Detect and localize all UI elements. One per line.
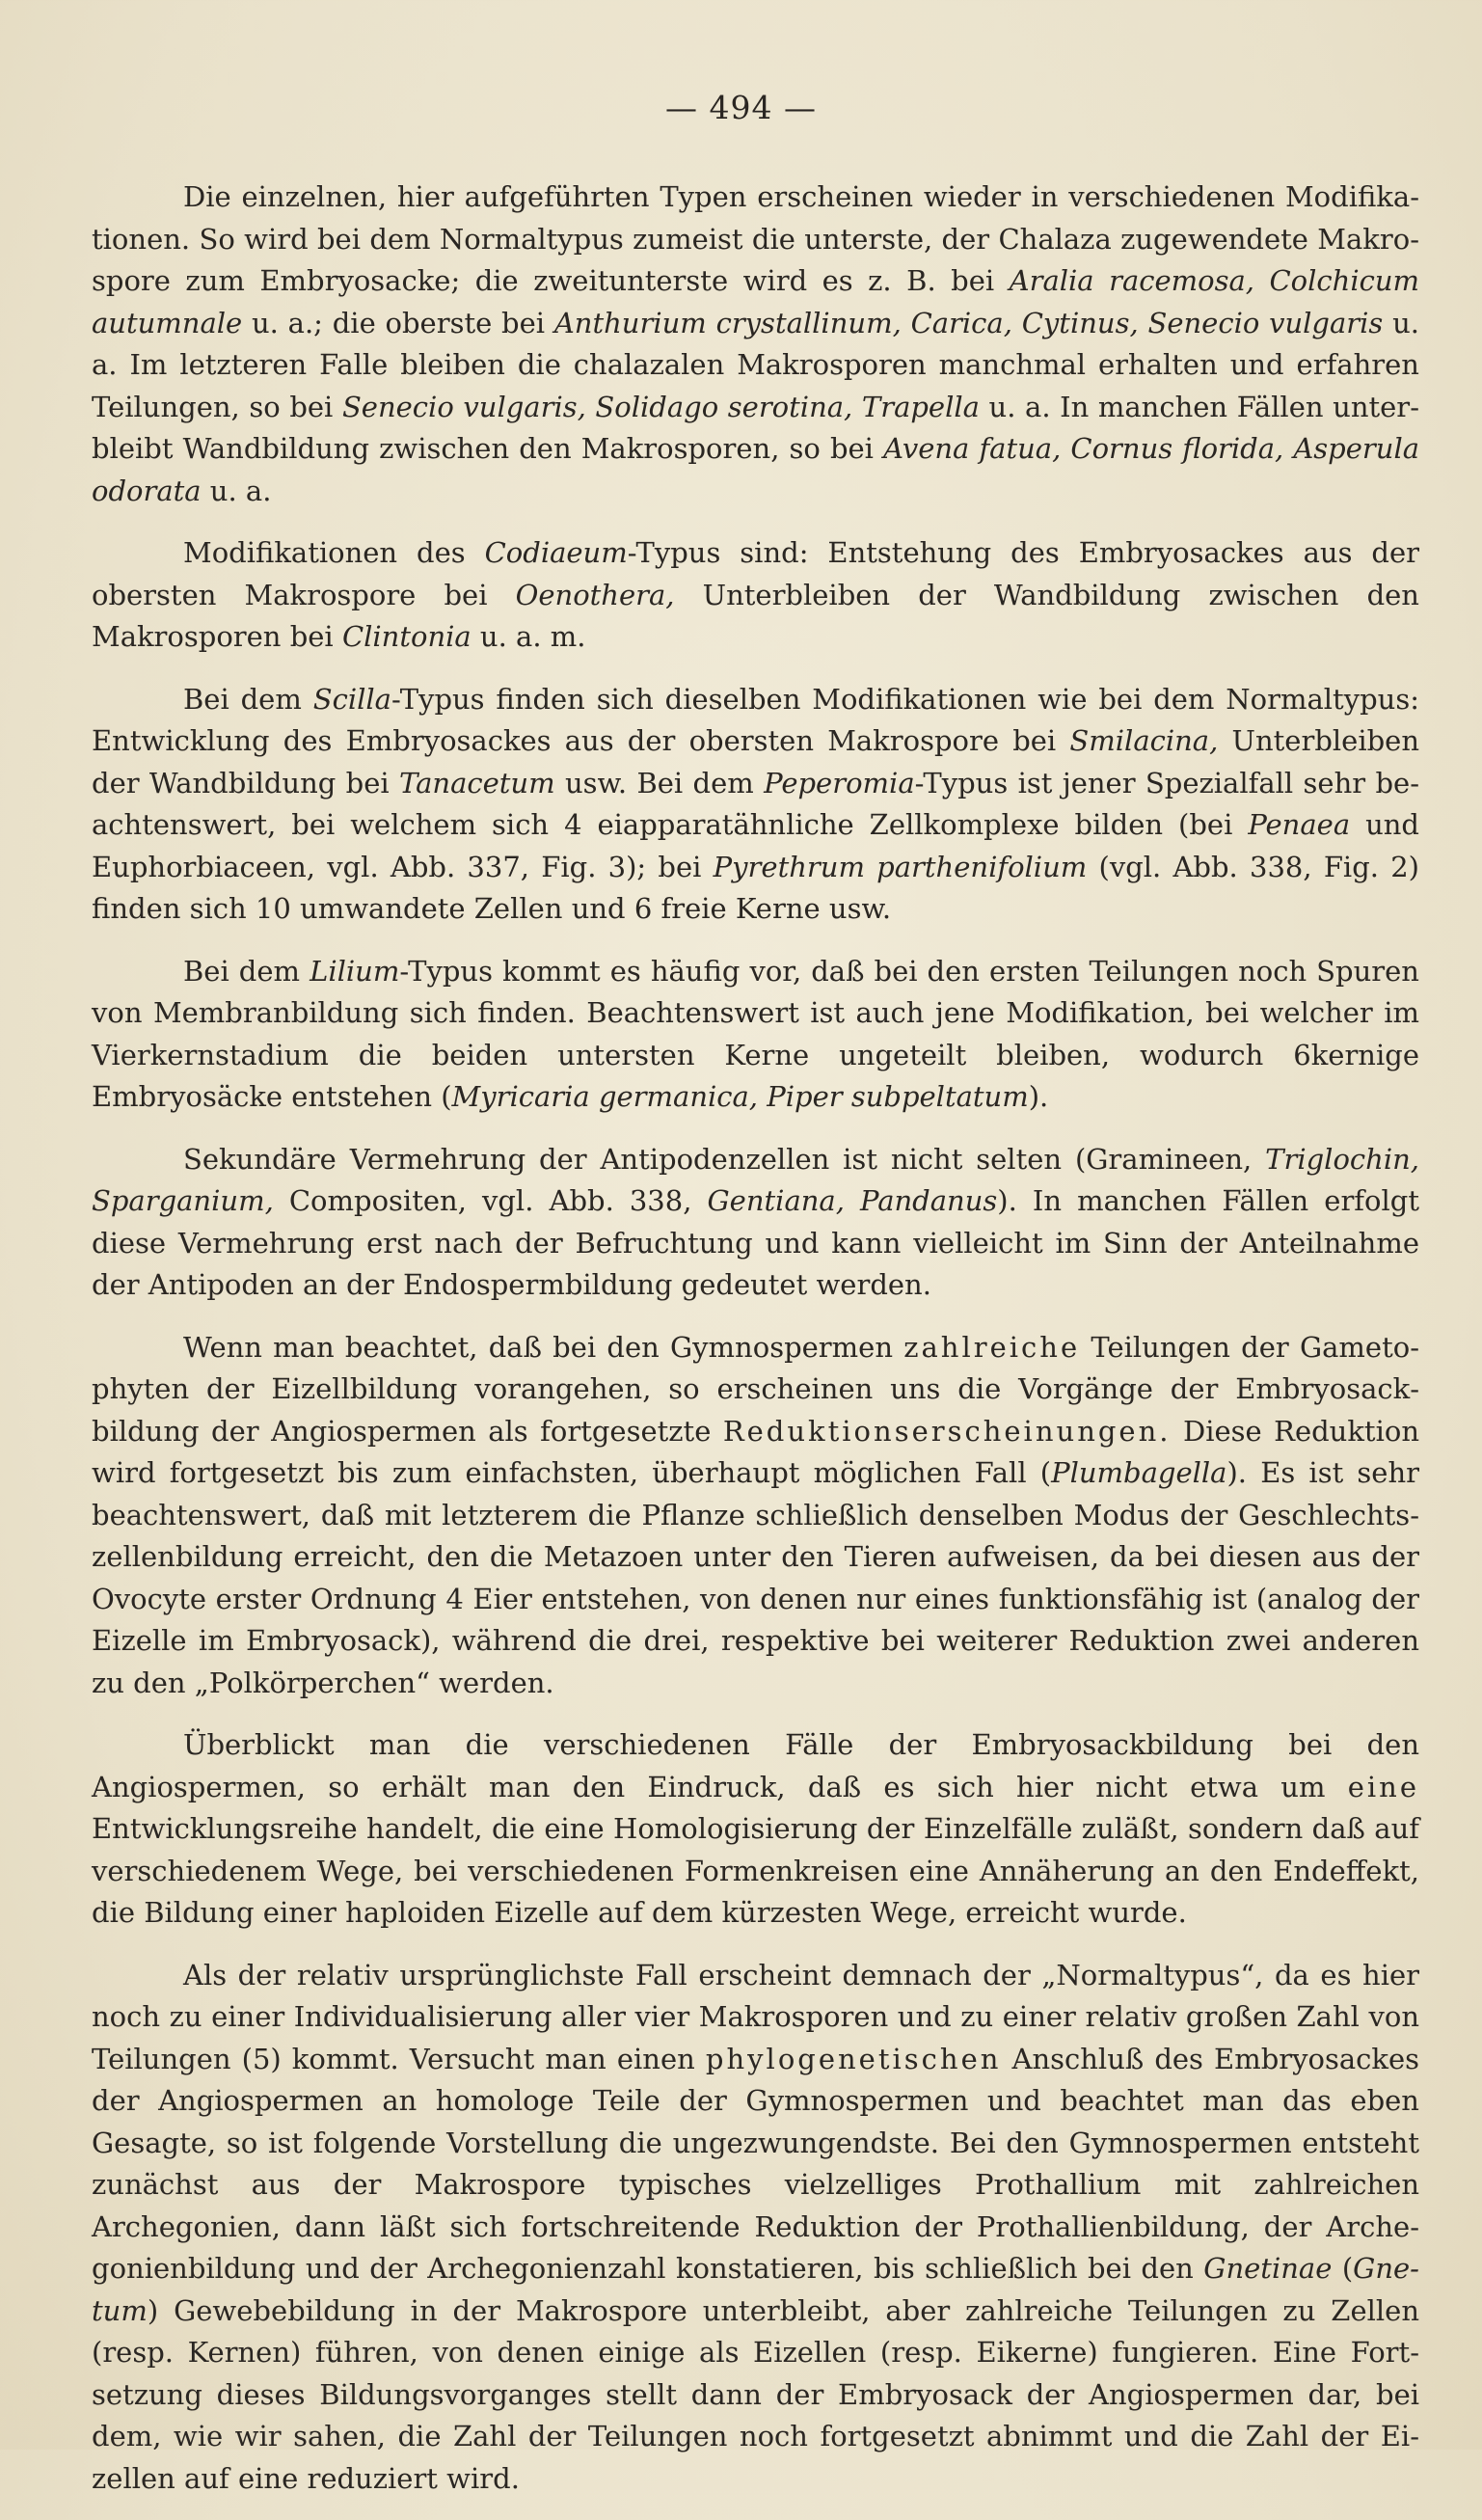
text-run: u. a. In manchen Fällen unterbleibt Wandbildung zwischen den Makrosporen, so bei — [92, 390, 1419, 465]
text-run: Bei dem — [183, 682, 313, 716]
paragraph — [92, 679, 1419, 931]
body-text — [92, 176, 1419, 2520]
italic-term: Scilla — [312, 682, 391, 716]
text-run: (vgl. Abb. 338, Fig. 2) finden sich 10 umwandete Zellen und 6 freie Kerne usw. — [92, 850, 1419, 925]
text-run: Anschluß des Embryosackes der Angiospermen an homologe Teile der Gymnospermen und beachtet man das eben Gesagte, so ist folgende Vorstellung die ungezwungendste. Bei den Gymnospermen entsteht zunächst aus der Makrospore typisches vielzelliges Prothallium mit zahlreichen Archegonien, dann läßt sich fortschreitende Reduktion der Prothallienbildung, der Archegonienbildung und der Archegonienzahl konstatieren, bis schließlich bei den — [92, 2042, 1419, 2285]
page-number: — 494 — — [665, 89, 817, 126]
text-run: Teilungen der Gametophyten der Eizellbildung vorangehen, so erscheinen uns die Vorgänge der Embryosackbildung der Angiospermen als fortgesetzte — [92, 1330, 1419, 1448]
text-run: ). In manchen Fällen erfolgt diese Vermehrung erst nach der Befruchtung und kann vielleicht im Sinn der Anteilnahme der Antipoden an der Endospermbildung gedeutet werden. — [92, 1184, 1419, 1301]
spaced-emphasis: zahlreiche — [903, 1330, 1081, 1364]
spaced-emphasis: eine — [1347, 1770, 1419, 1803]
text-run: Überblickt man die verschiedenen Fälle der Embryosackbildung bei den Angiospermen, so erhält man den Eindruck, daß es sich hier nicht etwa um — [92, 1728, 1419, 1803]
text-run: ( — [1332, 2252, 1354, 2285]
italic-term: Aralia racemosa, Colchicum autumnale — [92, 264, 1420, 339]
text-run: u. a. m. — [471, 620, 586, 653]
text-run: -Typus ist jener Spezialfall sehr beachtenswert, bei welchem sich 4 eiapparatähnliche Zellkomplexe bilden (bei — [92, 766, 1419, 841]
text-run: ). Es ist sehr beachtenswert, daß mit letzterem die Pflanze schließlich denselben Modus der Geschlechtszellenbildung erreicht, den die Metazoen unter den Tieren aufweisen, da bei diesen aus der Ovocyte erster Ordnung 4 Eier entstehen, von denen nur eines funktionsfähig ist (analog der Eizelle im Embryosack), während die drei, respektive bei weiterer Reduktion zwei anderen zu den „Polkörperchen“ werden. — [92, 1456, 1419, 1699]
italic-term: Avena fatua, Cornus florida, Asperula odorata — [92, 432, 1420, 507]
text-run: Sekundäre Vermehrung der Antipodenzellen ist nicht selten (Gramineen, — [183, 1142, 1266, 1176]
text-run: ). — [1028, 1080, 1049, 1113]
italic-term: Gnetum — [92, 2252, 1419, 2327]
spaced-emphasis: Reduktionserscheinungen. — [722, 1414, 1172, 1448]
text-run: ) Gewebebildung in der Makrospore unterbleibt, aber zahlreiche Teilungen zu Zellen (resp. Kernen) führen, von denen einige als Eizellen (resp. Eikerne) fungieren. Eine Fortsetzung dieses Bildungsvorganges stellt dann der Embryosack der Angiospermen dar, bei dem, wie wir sahen, die Zahl der Teilungen noch fortgesetzt abnimmt und die Zahl der Eizellen auf eine reduziert wird. — [92, 2293, 1419, 2495]
text-run: Compositen, vgl. Abb. 338, — [273, 1184, 708, 1217]
italic-term: Triglochin, Sparganium, — [92, 1142, 1419, 1217]
text-run: usw. Bei dem — [554, 766, 765, 799]
text-run: Die einzelnen, hier aufgeführten Typen erscheinen wieder in verschiedenen Modifikationen. So wird bei dem Normaltypus zumeist die unterste, der Chalaza zugewendete Makrospore zum Embryosacke; die zweitunterste wird es z. B. bei — [92, 180, 1419, 297]
text-run: Unterbleiben der Wandbildung zwischen den Makrosporen bei — [92, 578, 1419, 653]
italic-term: Myricaria germanica, Piper subpeltatum — [451, 1080, 1029, 1113]
italic-term: Gentiana, Pandanus — [707, 1184, 998, 1217]
text-run: u. a. Im letzteren Falle bleiben die chalazalen Makrosporen manchmal erhalten und erfahren Teilungen, so bei — [92, 306, 1419, 423]
italic-term: Tanacetum — [399, 766, 555, 799]
italic-term: Gnetinae — [1203, 2252, 1333, 2285]
italic-term: Plumbagella — [1051, 1456, 1227, 1489]
spaced-emphasis: phylogenetischen — [705, 2042, 1002, 2075]
text-run: -Typus sind: Entstehung des Embryosackes aus der obersten Makrospore bei — [92, 536, 1419, 611]
italic-term: Lilium — [310, 954, 400, 988]
text-run: -Typus finden sich dieselben Modifikationen wie bei dem Normaltypus: Entwicklung des Embryosackes aus der obersten Makrospore bei — [92, 682, 1419, 757]
italic-term: Peperomia — [764, 766, 915, 799]
paragraph — [92, 532, 1419, 659]
text-run: Unterbleiben der Wandbildung bei — [92, 724, 1419, 799]
paragraph — [92, 1139, 1419, 1307]
italic-term: Penaea — [1248, 808, 1351, 841]
text-run: Modifikationen des — [183, 536, 485, 569]
text-run: Wenn man beachtet, daß bei den Gymnospermen — [183, 1330, 904, 1364]
text-run: und Euphorbiaceen, vgl. Abb. 337, Fig. 3); bei — [92, 808, 1419, 883]
paragraph — [92, 1955, 1419, 2501]
italic-term: Senecio vulgaris, Solidago serotina, Trapella — [341, 390, 980, 423]
paragraph — [92, 951, 1419, 1119]
text-run: Diese Reduktion wird fortgesetzt bis zum einfachsten, überhaupt möglichen Fall ( — [92, 1414, 1419, 1489]
text-run: u. a. — [201, 474, 272, 507]
italic-term: Pyrethrum parthenifolium — [713, 850, 1088, 883]
paragraph — [92, 1327, 1419, 1705]
italic-term: Clintonia — [341, 620, 472, 653]
text-run: Als der relativ ursprünglichste Fall erscheint demnach der „Normaltypus“, da es hier noch zu einer Individualisierung aller vier Makrosporen und zu einer relativ großen Zahl von Teilungen (5) kommt. Versucht man einen — [92, 1958, 1419, 2075]
italic-term: Oenothera, — [515, 578, 675, 611]
text-run: u. a.; die oberste bei — [242, 306, 554, 339]
paragraph — [92, 176, 1419, 512]
paragraph — [92, 1724, 1419, 1935]
italic-term: Anthurium crystallinum, Carica, Cytinus, Senecio vulgaris — [553, 306, 1384, 339]
text-run: Entwicklungsreihe handelt, die eine Homologisierung der Einzelfälle zuläßt, sondern daß auf verschiedenem Wege, bei verschiedenen Formenkreisen eine Annäherung an den Endeffekt, die Bildung einer haploiden Eizelle auf dem kürzesten Wege, erreicht wurde. — [92, 1812, 1419, 1929]
text-run: Bei dem — [183, 954, 310, 988]
italic-term: Smilacina, — [1069, 724, 1219, 757]
text-run: -Typus kommt es häufig vor, daß bei den ersten Teilungen noch Spuren von Membranbildung sich finden. Beachtenswert ist auch jene Modifikation, bei welcher im Vierkernstadium die beiden untersten Kerne ungeteilt bleiben, wodurch 6kernige Embryosäcke entstehen ( — [92, 954, 1419, 1113]
italic-term: Codiaeum — [484, 536, 628, 569]
